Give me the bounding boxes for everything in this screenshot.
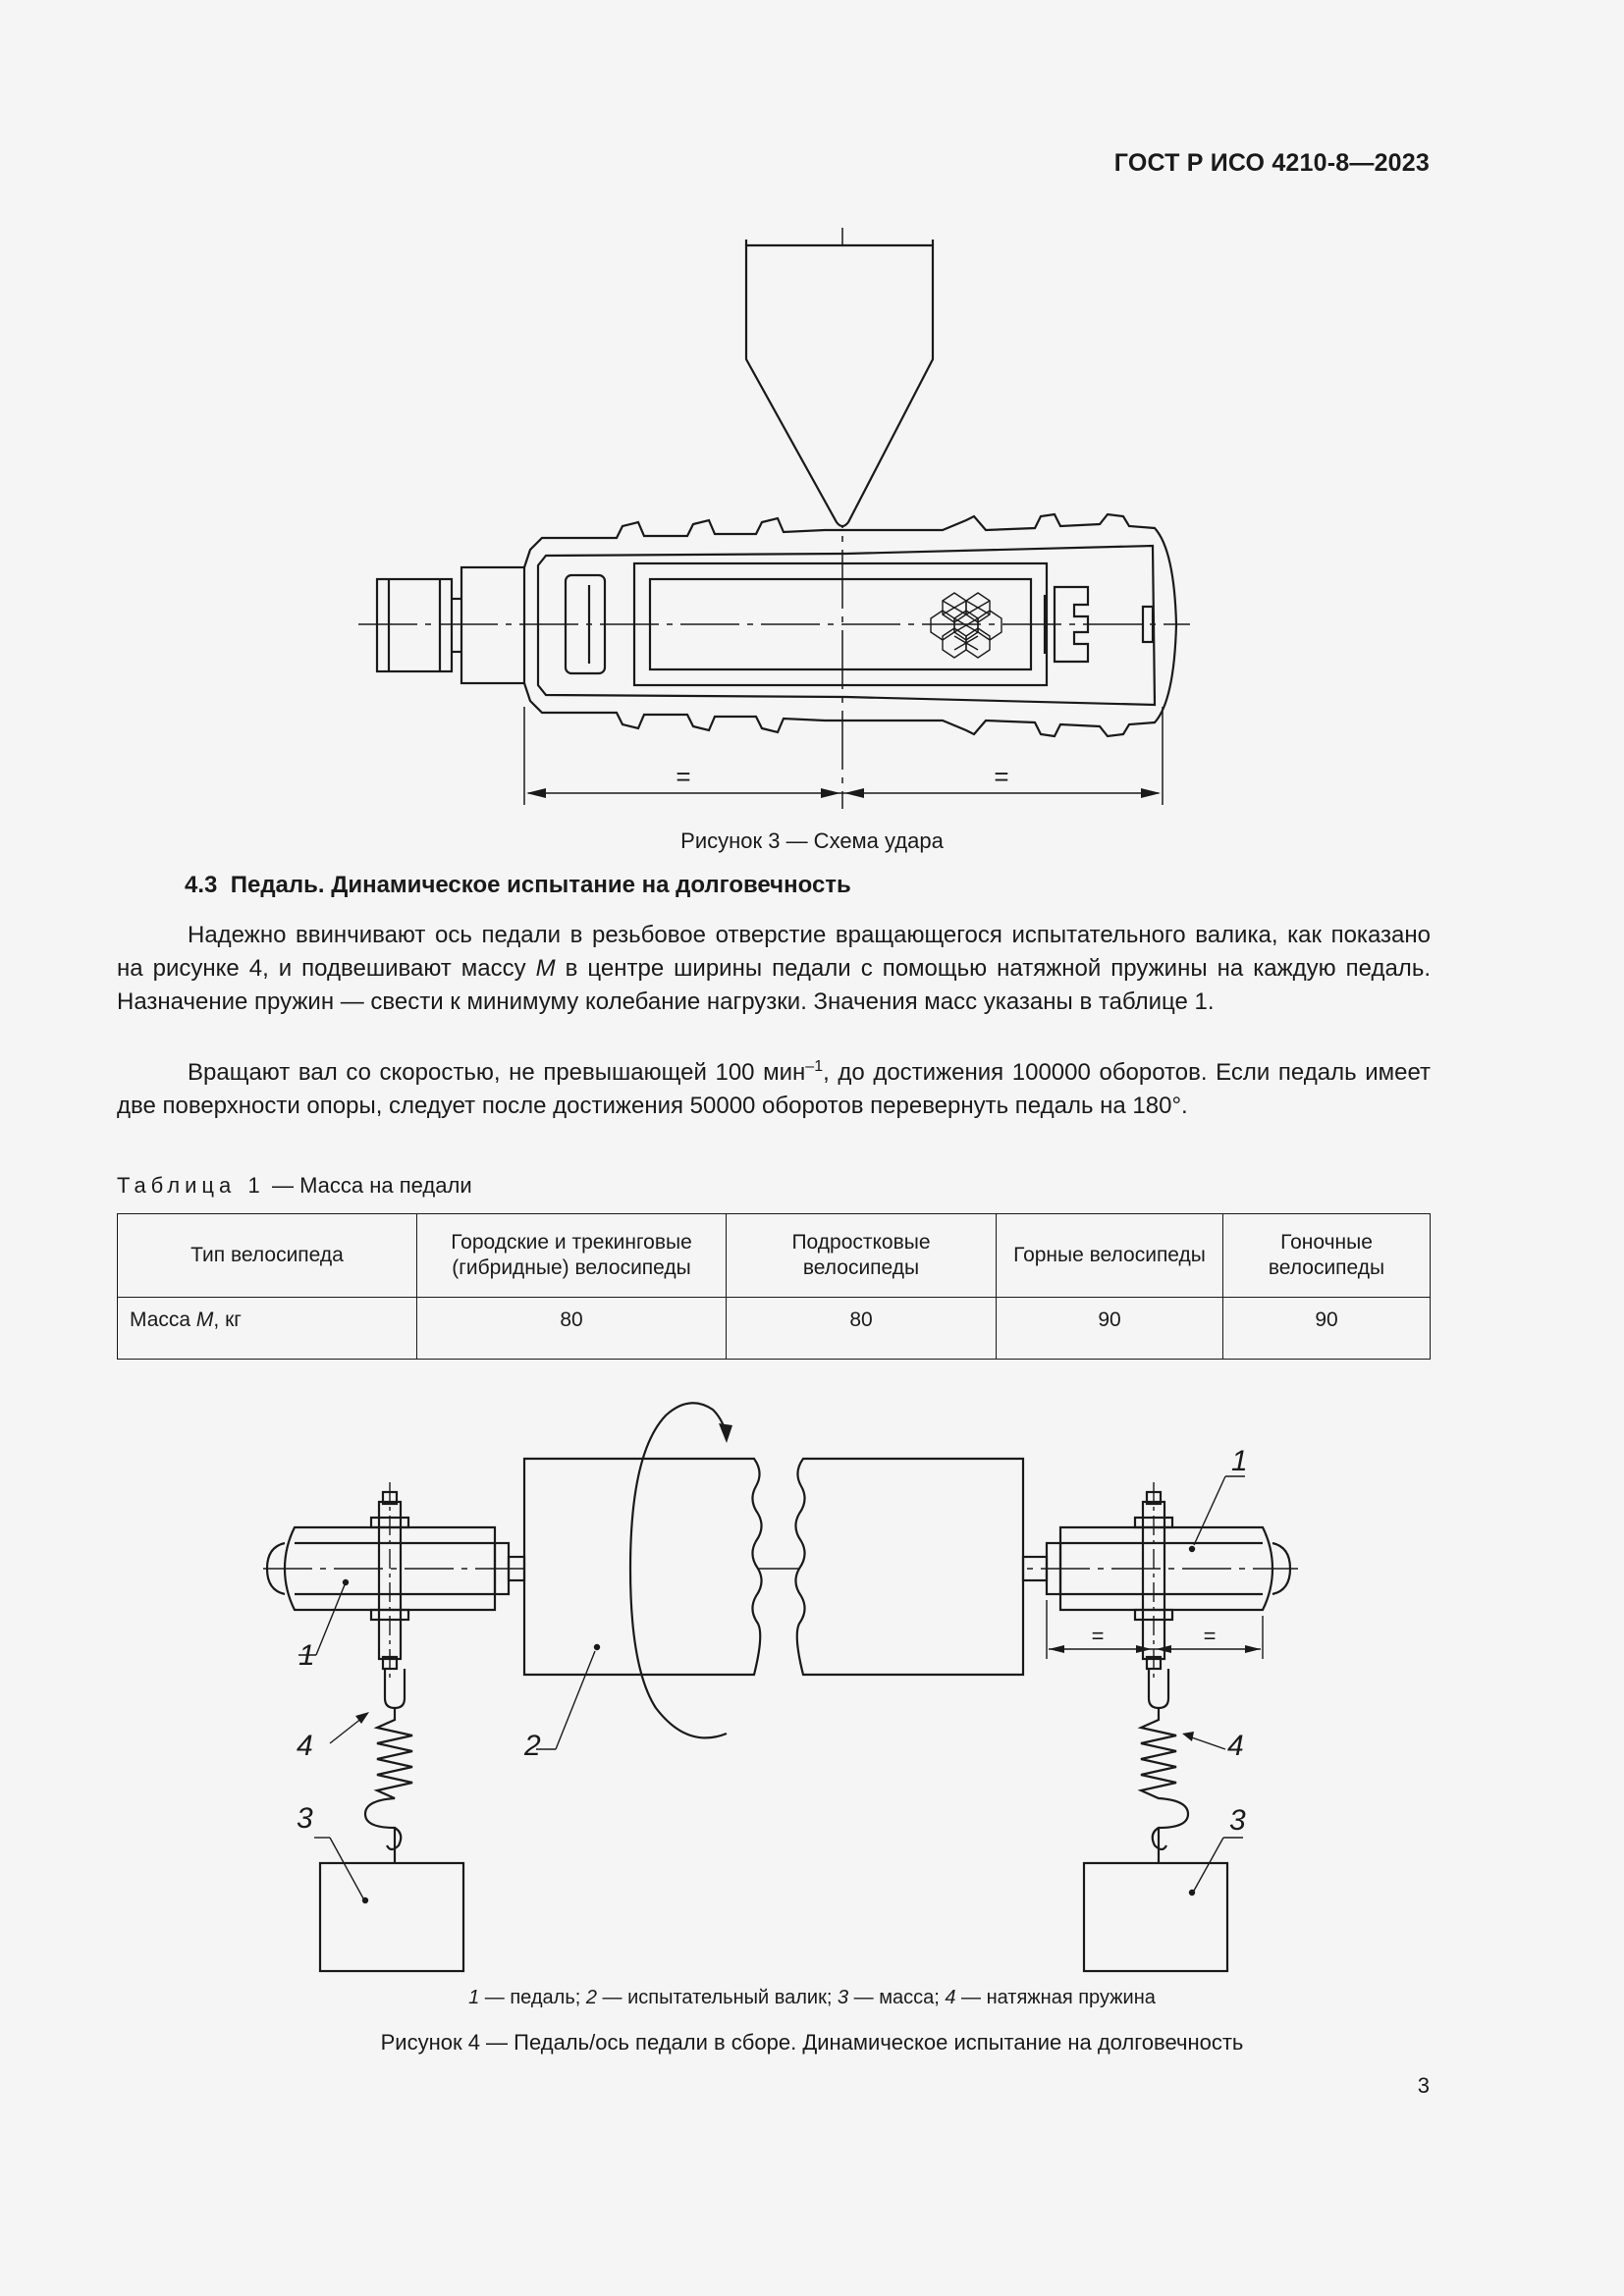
table-1-title (117, 1173, 472, 1199)
section-heading (185, 872, 851, 899)
paragraph-1 (117, 919, 1431, 1019)
callout-3-left: 3 (297, 1802, 313, 1835)
table-header-cell: Городские и трекинговые (гибридные) велосипеды (417, 1214, 727, 1298)
paragraph-2-part2: , до достижения 100000 оборотов. Если педаль имеет две поверхности опоры, следует после достижения 50000 оборотов перевернуть педаль на 180°. (117, 1059, 1431, 1119)
paragraph-1-part1: Надежно ввинчивают ось педали в резьбовое отверстие вращающегося испытательного валика, как показано на рисунке 4, и подвешивают массу (117, 922, 1431, 982)
figure-3-dim-left: = (676, 762, 691, 791)
figure-4-dim-left: = (1091, 1624, 1105, 1648)
table-label: Таблица (117, 1173, 237, 1198)
callout-1-right: 1 (1231, 1445, 1248, 1477)
callout-4-right: 4 (1227, 1730, 1244, 1762)
table-cell: 80 (417, 1298, 727, 1360)
page-number: 3 (1417, 2073, 1430, 2098)
figure-4-caption: Рисунок 4 — Педаль/ось педали в сборе. Динамическое испытание на долговечность (380, 2030, 1244, 2055)
table-row (118, 1298, 1431, 1360)
standard-code: ГОСТ Р ИСО 4210-8—2023 (1113, 149, 1430, 177)
table-header-cell: Тип велосипеда (118, 1214, 417, 1298)
table-cell: 90 (1223, 1298, 1431, 1360)
table-title-text: — Масса на педали (271, 1173, 472, 1198)
paragraph-2 (117, 1050, 1431, 1123)
table-number: 1 (247, 1173, 260, 1198)
figure-4-legend: 1 — педаль; 2 — испытательный валик; 3 — масса; 4 — натяжная пружина (468, 1987, 1156, 2008)
figure-3-drawing (353, 224, 1218, 813)
table-1 (117, 1213, 1431, 1360)
table-header-cell: Подростковые велосипеды (727, 1214, 997, 1298)
section-title: Педаль. Динамическое испытание на долговечность (230, 872, 851, 898)
rpm-exponent: –1 (805, 1058, 824, 1075)
figure-3-caption: Рисунок 3 — Схема удара (680, 828, 944, 853)
figure-3-dim-right: = (994, 762, 1009, 791)
table-row-label: Масса M, кг (118, 1298, 417, 1360)
figure-4-dim-right: = (1203, 1624, 1217, 1648)
table-header-cell: Горные велосипеды (997, 1214, 1223, 1298)
figure-4-drawing (255, 1394, 1316, 1983)
table-header-row (118, 1214, 1431, 1298)
section-number: 4.3 (185, 872, 218, 898)
callout-3-right: 3 (1229, 1804, 1246, 1837)
paragraph-1-part2: в центре ширины педали с помощью натяжной пружины на каждую педаль. Назначение пружин — свести к минимуму колебание нагрузки. Значения масс указаны в таблице 1. (117, 955, 1431, 1015)
callout-2: 2 (524, 1730, 541, 1762)
mass-symbol: M (535, 955, 556, 982)
table-cell: 80 (727, 1298, 997, 1360)
callout-1-left: 1 (298, 1639, 315, 1672)
table-cell: 90 (997, 1298, 1223, 1360)
paragraph-2-part1: Вращают вал со скоростью, не превышающей 100 мин (188, 1059, 806, 1086)
callout-4-left: 4 (297, 1730, 313, 1762)
table-header-cell: Гоночные велосипеды (1223, 1214, 1431, 1298)
